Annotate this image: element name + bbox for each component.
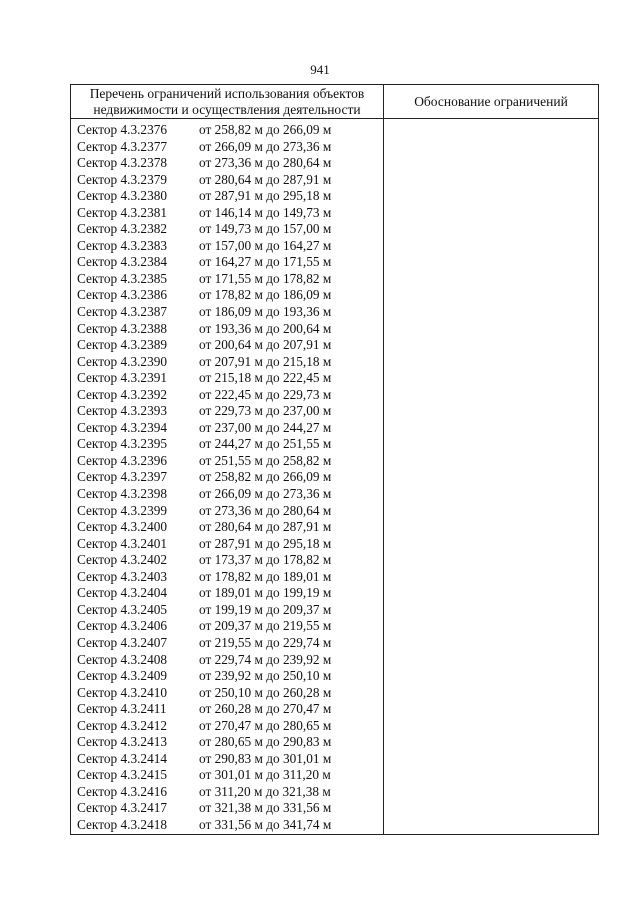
sector-distance-range: от 250,10 м до 260,28 м (199, 684, 332, 700)
justification-cell (384, 119, 599, 835)
sector-distance-range: от 189,01 м до 199,19 м (199, 585, 332, 601)
table-row (71, 387, 383, 404)
table-row (71, 767, 383, 784)
sector-name: Сектор 4.3.2385 (77, 270, 168, 286)
table-row (71, 685, 383, 702)
sector-distance-range: от 301,01 м до 311,20 м (199, 767, 331, 783)
sector-distance-range: от 331,56 м до 341,74 м (199, 816, 332, 832)
table-header-row (71, 85, 599, 119)
sector-distance-range: от 280,65 м до 290,83 м (199, 734, 332, 750)
sector-distance-range: от 229,74 м до 239,92 м (199, 651, 332, 667)
sector-name: Сектор 4.3.2389 (77, 337, 168, 353)
table-row (71, 420, 383, 437)
table-row (71, 668, 383, 685)
sector-name: Сектор 4.3.2400 (77, 519, 168, 535)
sector-distance-range: от 186,09 м до 193,36 м (199, 304, 332, 320)
sector-distance-range: от 178,82 м до 189,01 м (199, 568, 332, 584)
table-row (71, 817, 383, 834)
table-row (71, 585, 383, 602)
sector-distance-range: от 200,64 м до 207,91 м (199, 337, 332, 353)
table-row (71, 271, 383, 288)
sector-distance-range: от 270,47 м до 280,65 м (199, 717, 332, 733)
table-row (71, 734, 383, 751)
sector-name: Сектор 4.3.2384 (77, 254, 168, 270)
sector-list-cell (71, 119, 384, 835)
table-row (71, 287, 383, 304)
sector-distance-range: от 251,55 м до 258,82 м (199, 452, 332, 468)
table-row (71, 188, 383, 205)
sector-distance-range: от 280,64 м до 287,91 м (199, 519, 332, 535)
sector-name: Сектор 4.3.2393 (77, 403, 168, 419)
table-row (71, 304, 383, 321)
table-row (71, 569, 383, 586)
sector-distance-range: от 209,37 м до 219,55 м (199, 618, 332, 634)
table-body-row (71, 119, 599, 835)
table-row (71, 536, 383, 553)
table-row (71, 403, 383, 420)
sector-distance-range: от 287,91 м до 295,18 м (199, 188, 332, 204)
page-number: 941 (310, 62, 330, 77)
sector-distance-range: от 207,91 м до 215,18 м (199, 353, 332, 369)
sector-distance-range: от 222,45 м до 229,73 м (199, 386, 332, 402)
table-row (71, 800, 383, 817)
table-row (71, 337, 383, 354)
sector-name: Сектор 4.3.2390 (77, 353, 168, 369)
sector-name: Сектор 4.3.2379 (77, 171, 168, 187)
table-row (71, 652, 383, 669)
table-row (71, 552, 383, 569)
sector-distance-range: от 273,36 м до 280,64 м (199, 502, 332, 518)
sector-name: Сектор 4.3.2381 (77, 204, 168, 220)
header-justification: Обоснование ограничений (384, 85, 599, 119)
sector-distance-range: от 273,36 м до 280,64 м (199, 155, 332, 171)
table-row (71, 486, 383, 503)
sector-name: Сектор 4.3.2378 (77, 155, 168, 171)
sector-distance-range: от 229,73 м до 237,00 м (199, 403, 332, 419)
sector-name: Сектор 4.3.2387 (77, 304, 168, 320)
sector-name: Сектор 4.3.2376 (77, 122, 168, 137)
sector-distance-range: от 199,19 м до 209,37 м (199, 601, 332, 617)
sector-distance-range: от 178,82 м до 186,09 м (199, 287, 332, 303)
sector-distance-range: от 258,82 м до 266,09 м (199, 122, 332, 137)
sector-name: Сектор 4.3.2380 (77, 188, 168, 204)
sector-name: Сектор 4.3.2407 (77, 634, 168, 650)
sector-distance-range: от 219,55 м до 229,74 м (199, 634, 332, 650)
sector-distance-range: от 171,55 м до 178,82 м (199, 270, 332, 286)
table-row (71, 370, 383, 387)
sector-distance-range: от 237,00 м до 244,27 м (199, 419, 332, 435)
sector-name: Сектор 4.3.2411 (77, 701, 167, 717)
sector-distance-range: от 287,91 м до 295,18 м (199, 535, 332, 551)
table-row (71, 155, 383, 172)
sector-distance-range: от 266,09 м до 273,36 м (199, 138, 332, 154)
sector-name: Сектор 4.3.2415 (77, 767, 168, 783)
sector-name: Сектор 4.3.2418 (77, 816, 168, 832)
sector-name: Сектор 4.3.2404 (77, 585, 168, 601)
sector-name: Сектор 4.3.2402 (77, 552, 168, 568)
table-row (71, 172, 383, 189)
sector-name: Сектор 4.3.2414 (77, 750, 168, 766)
table-row (71, 436, 383, 453)
sector-name: Сектор 4.3.2394 (77, 419, 168, 435)
sector-name: Сектор 4.3.2416 (77, 783, 168, 799)
sector-name: Сектор 4.3.2406 (77, 618, 168, 634)
sector-name: Сектор 4.3.2399 (77, 502, 168, 518)
table-row (71, 221, 383, 238)
sector-name: Сектор 4.3.2417 (77, 800, 168, 816)
sector-distance-range: от 149,73 м до 157,00 м (199, 221, 332, 237)
table-row (71, 354, 383, 371)
sector-distance-range: от 244,27 м до 251,55 м (199, 436, 332, 452)
table-row (71, 618, 383, 635)
sector-name: Сектор 4.3.2386 (77, 287, 168, 303)
header-restrictions-list: Перечень ограничений использования объектов недвижимости и осуществления деятельности (71, 85, 384, 119)
table-row (71, 784, 383, 801)
sector-distance-range: от 311,20 м до 321,38 м (199, 783, 331, 799)
table-row (71, 254, 383, 271)
sector-name: Сектор 4.3.2395 (77, 436, 168, 452)
table-row (71, 238, 383, 255)
table-row (71, 453, 383, 470)
sector-name: Сектор 4.3.2383 (77, 237, 168, 253)
sector-name: Сектор 4.3.2412 (77, 717, 168, 733)
sector-name: Сектор 4.3.2382 (77, 221, 168, 237)
sector-name: Сектор 4.3.2409 (77, 668, 168, 684)
table-row (71, 321, 383, 338)
sector-name: Сектор 4.3.2397 (77, 469, 168, 485)
sector-name: Сектор 4.3.2408 (77, 651, 168, 667)
table-row (71, 701, 383, 718)
sector-distance-range: от 193,36 м до 200,64 м (199, 320, 332, 336)
sector-distance-range: от 173,37 м до 178,82 м (199, 552, 332, 568)
sector-distance-range: от 146,14 м до 149,73 м (199, 204, 332, 220)
table-row (71, 519, 383, 536)
table-row (71, 503, 383, 520)
sector-distance-range: от 239,92 м до 250,10 м (199, 668, 332, 684)
table-row (71, 205, 383, 222)
sector-distance-range: от 215,18 м до 222,45 м (199, 370, 332, 386)
sector-name: Сектор 4.3.2410 (77, 684, 168, 700)
table-row (71, 139, 383, 156)
sector-name: Сектор 4.3.2413 (77, 734, 168, 750)
table-row (71, 718, 383, 735)
table-row (71, 635, 383, 652)
sector-distance-range: от 266,09 м до 273,36 м (199, 486, 332, 502)
sector-distance-range: от 164,27 м до 171,55 м (199, 254, 332, 270)
sector-name: Сектор 4.3.2392 (77, 386, 168, 402)
sector-name: Сектор 4.3.2398 (77, 486, 168, 502)
table-row (71, 751, 383, 768)
table-row (71, 469, 383, 486)
sector-distance-range: от 321,38 м до 331,56 м (199, 800, 332, 816)
sector-distance-range: от 157,00 м до 164,27 м (199, 237, 332, 253)
sector-name: Сектор 4.3.2403 (77, 568, 168, 584)
sector-name: Сектор 4.3.2396 (77, 452, 168, 468)
sector-distance-range: от 280,64 м до 287,91 м (199, 171, 332, 187)
table-row (71, 122, 383, 139)
sector-distance-range: от 290,83 м до 301,01 м (199, 750, 332, 766)
sector-distance-range: от 258,82 м до 266,09 м (199, 469, 332, 485)
sector-name: Сектор 4.3.2388 (77, 320, 168, 336)
restrictions-table (70, 84, 599, 835)
sector-name: Сектор 4.3.2391 (77, 370, 168, 386)
sector-distance-range: от 260,28 м до 270,47 м (199, 701, 332, 717)
sector-name: Сектор 4.3.2401 (77, 535, 168, 551)
sector-name: Сектор 4.3.2377 (77, 138, 168, 154)
sector-name: Сектор 4.3.2405 (77, 601, 168, 617)
table-row (71, 602, 383, 619)
